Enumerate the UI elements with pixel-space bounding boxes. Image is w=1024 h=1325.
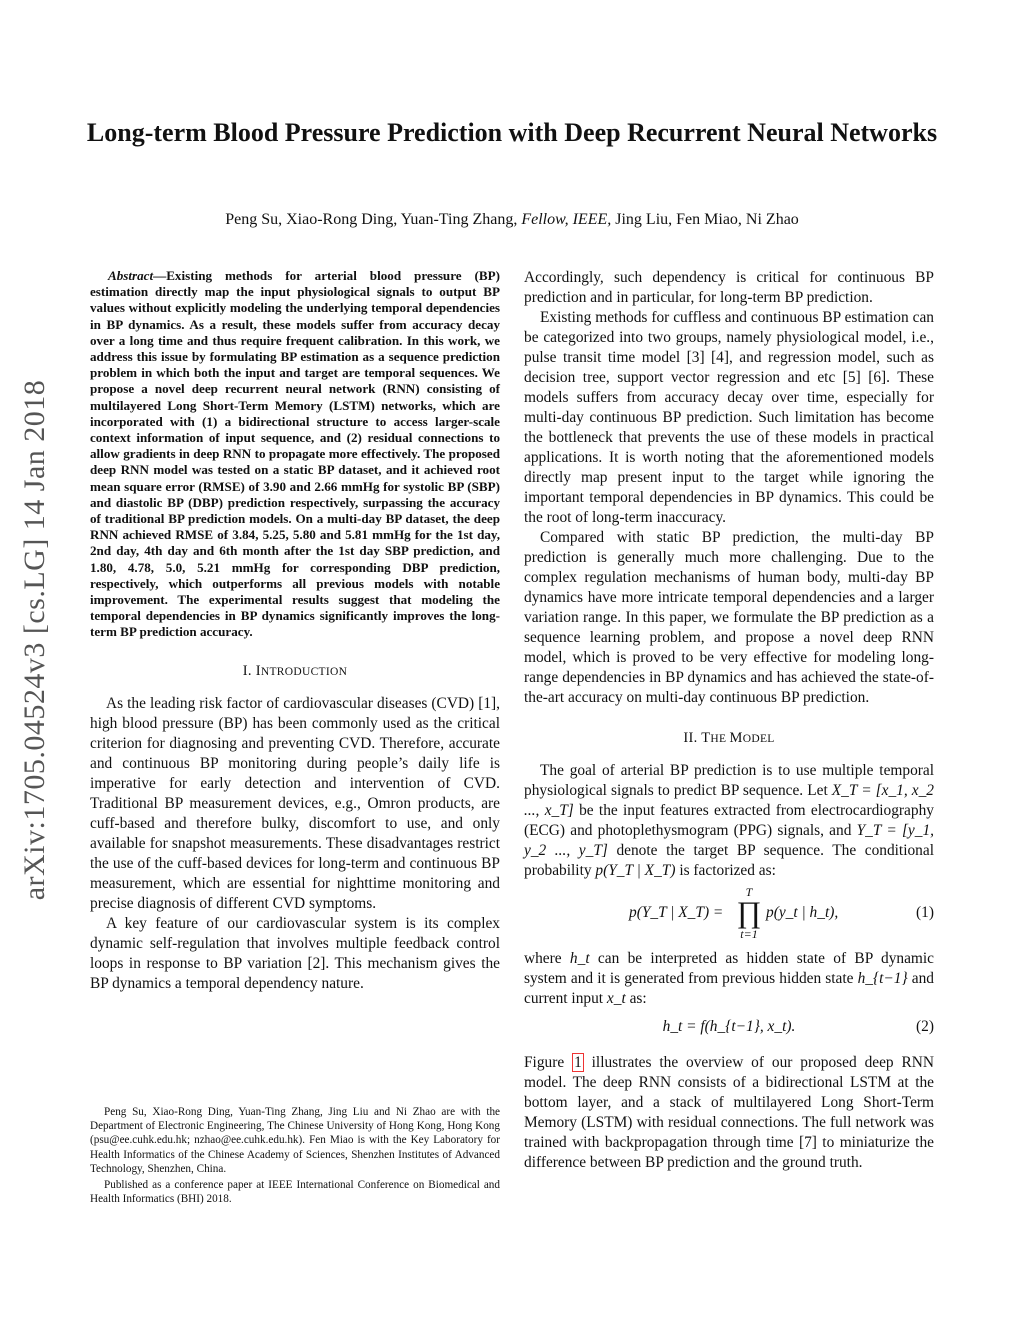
arxiv-identifier: arXiv:1705.04524v3 [cs.LG] 14 Jan 2018: [18, 379, 51, 901]
intro-paragraph-3: Accordingly, such dependency is critical for continuous BP prediction and in particular, for long-term BP prediction.: [524, 269, 934, 306]
equation-2-body: h_t = f(h_{t−1}, x_t).: [662, 1018, 796, 1035]
equation-1-lhs: p(Y_T | X_T) =: [629, 904, 724, 921]
equation-1-number: (1): [916, 904, 934, 921]
footnotes: [90, 1105, 500, 1208]
right-column: [524, 268, 934, 1173]
footnote-publication: Published as a conference paper at IEEE International Conference on Biomedical and Health Informatics (BHI) 2018.: [90, 1179, 500, 1206]
product-operator: T ∏ t=1: [736, 885, 762, 941]
math-xt: X_T = [x_1, x_2 ..., x_T]: [524, 782, 934, 819]
section-heading-introduction: I. INTRODUCTION: [242, 662, 348, 679]
equation-1-rhs: p(y_t | h_t),: [766, 904, 839, 921]
equation-1: [524, 885, 934, 943]
intro-paragraph-4: Existing methods for cuffless and continuous BP estimation can be categorized into two groups, namely physiological model, i.e., pulse transit time model [3] [4], and regression model, such as decision tree, support vector regression and etc [5] [6]. These models suffers from accuracy decay over time, especially for multi-day continuous BP prediction. Such limitation has become the bottleneck that prevents the use of these models in practical applications. It is worth noting that the aforementioned models directly map present input to the target while ignoring the important temporal dependencies in BP dynamics. This could be the root of long-term inaccuracy.: [524, 309, 934, 526]
model-paragraph-1: The goal of arterial BP prediction is to use multiple temporal physiological signals to predict BP sequence. Let X_T = [x_1, x_2 ..., x_T] be the input features extracted from electrocardiography (ECG) and photoplethysmogram (PPG) signals, and Y_T = [y_1, y_2 ..., y_T] denote the target BP sequence. The conditional probability p(Y_T | X_T) is factorized as:: [524, 762, 935, 879]
model-paragraph-3: Figure 1 illustrates the overview of our proposed deep RNN model. The deep RNN consists of a bidirectional LSTM at the bottom layer, and a stack of multilayered Long Short-Term Memory (LSTM) with residual connections. The full network was trained with backpropagation through time [7] to miniaturize the difference between BP prediction and the ground truth.: [524, 1054, 934, 1171]
left-column: [90, 268, 500, 994]
abstract: [90, 268, 500, 641]
author-list: [80, 211, 944, 229]
intro-paragraph-5: Compared with static BP prediction, the multi-day BP prediction is generally much more challenging. Due to the complex regulation mechanisms of human body, multi-day BP dynamics have more intricate temporal dependencies and a larger variation range. In this paper, we formulate the BP prediction as a sequence learning problem, and propose a novel deep RNN model, which is proved to be very effective for modeling long-range dependencies in BP dynamics and has achieved the state-of-the-art accuracy on multi-day continuous BP prediction.: [524, 529, 934, 706]
math-conditional: p(Y_T | X_T): [595, 862, 676, 879]
intro-paragraph-1: As the leading risk factor of cardiovascular diseases (CVD) [1], high blood pressure (BP) has been commonly used as the critical criterion for diagnosing and preventing CVD. Therefore, accurate and continuous BP monitoring during people’s daily life is imperative for early detection and intervention of CVD. Traditional BP measurement devices, e.g., Omron products, are cuff-based and therefore bulky, discomfort to use, and only available for snapshot measurements. These disadvantages restrict the use of the cuff-based devices for long-term and continuous BP measurement, which are essential for nighttime monitoring and precise diagnosis of different CVD symptoms.: [90, 694, 500, 912]
abstract-text: Existing methods for arterial blood pressure (BP) estimation directly map the input physiological signals to output BP values without explicitly modeling the underlying temporal dependencies in BP dynamics. As a result, these models suffer from accuracy decay over a long time and thus require frequent calibration. In this work, we address this issue by formulating BP estimation as a sequence prediction problem in which both the input and target are temporal sequences. We propose a novel deep recurrent neural network (RNN) consisting of multilayered Long Short-Term Memory (LSTM) networks, which are incorporated with (1) a bidirectional structure to access larger-scale context information of input sequence, and (2) residual connections to allow gradients in deep RNN to propagate more effectively. The proposed deep RNN model was tested on a static BP dataset, and it achieved root mean square error (RMSE) of 3.90 and 2.66 mmHg for systolic BP (SBP) and diastolic BP (DBP) prediction respectively, surpassing the accuracy of traditional BP prediction models. On a multi-day BP dataset, the deep RNN achieved RMSE of 3.84, 5.25, 5.80 and 5.81 mmHg for the 1st day, 2nd day, 4th day and 6th month after the 1st day SBP prediction, and 1.80, 4.78, 5.0, 5.21 mmHg for corresponding DBP prediction, respectively, which outperforms all previous models with notable improvement. The experimental results suggest that modeling the temporal dependencies in BP dynamics significantly improves the long-term BP prediction accuracy.: [90, 268, 500, 640]
authors-part-1: Peng Su, Xiao-Rong Ding, Yuan-Ting Zhang,: [225, 211, 522, 228]
model-paragraph-2: where h_t can be interpreted as hidden state of BP dynamic system and it is generated from previous hidden state h_{t−1} and current input x_t as:: [524, 950, 934, 1007]
intro-paragraph-2: A key feature of our cardiovascular system is its complex dynamic self-regulation that involves multiple feedback control loops in response to BP variation [2]. This mechanism gives the BP dynamics a temporal dependency nature.: [90, 914, 500, 992]
authors-part-2: Jing Liu, Fen Miao, Ni Zhao: [611, 211, 799, 228]
section-heading-model: II. THE MODEL: [683, 730, 775, 746]
abstract-label: Abstract: [108, 268, 154, 283]
paper-title: Long-term Blood Pressure Prediction with Deep Recurrent Neural Networks: [86, 118, 938, 147]
math-yt: Y_T = [y_1, y_2 ..., y_T]: [524, 822, 935, 859]
figure-1-link[interactable]: 1: [574, 1054, 582, 1071]
equation-2: [524, 1017, 934, 1043]
abstract-dash: —: [153, 268, 167, 283]
authors-fellow: Fellow, IEEE,: [521, 211, 612, 228]
footnote-affiliations: Peng Su, Xiao-Rong Ding, Yuan-Ting Zhang, Jing Liu and Ni Zhao are with the Department of Electronic Engineering, The Chinese University of Hong Kong, Hong Kong (psu@ee.cuhk.edu.hk; nzhao@ee.cuhk.edu.hk). Fen Miao is with the Key Laboratory for Health Informatics of the Chinese Academy of Sciences, Shenzhen Institutes of Advanced Technology, Shenzhen, China.: [90, 1106, 500, 1175]
equation-2-number: (2): [916, 1018, 934, 1035]
